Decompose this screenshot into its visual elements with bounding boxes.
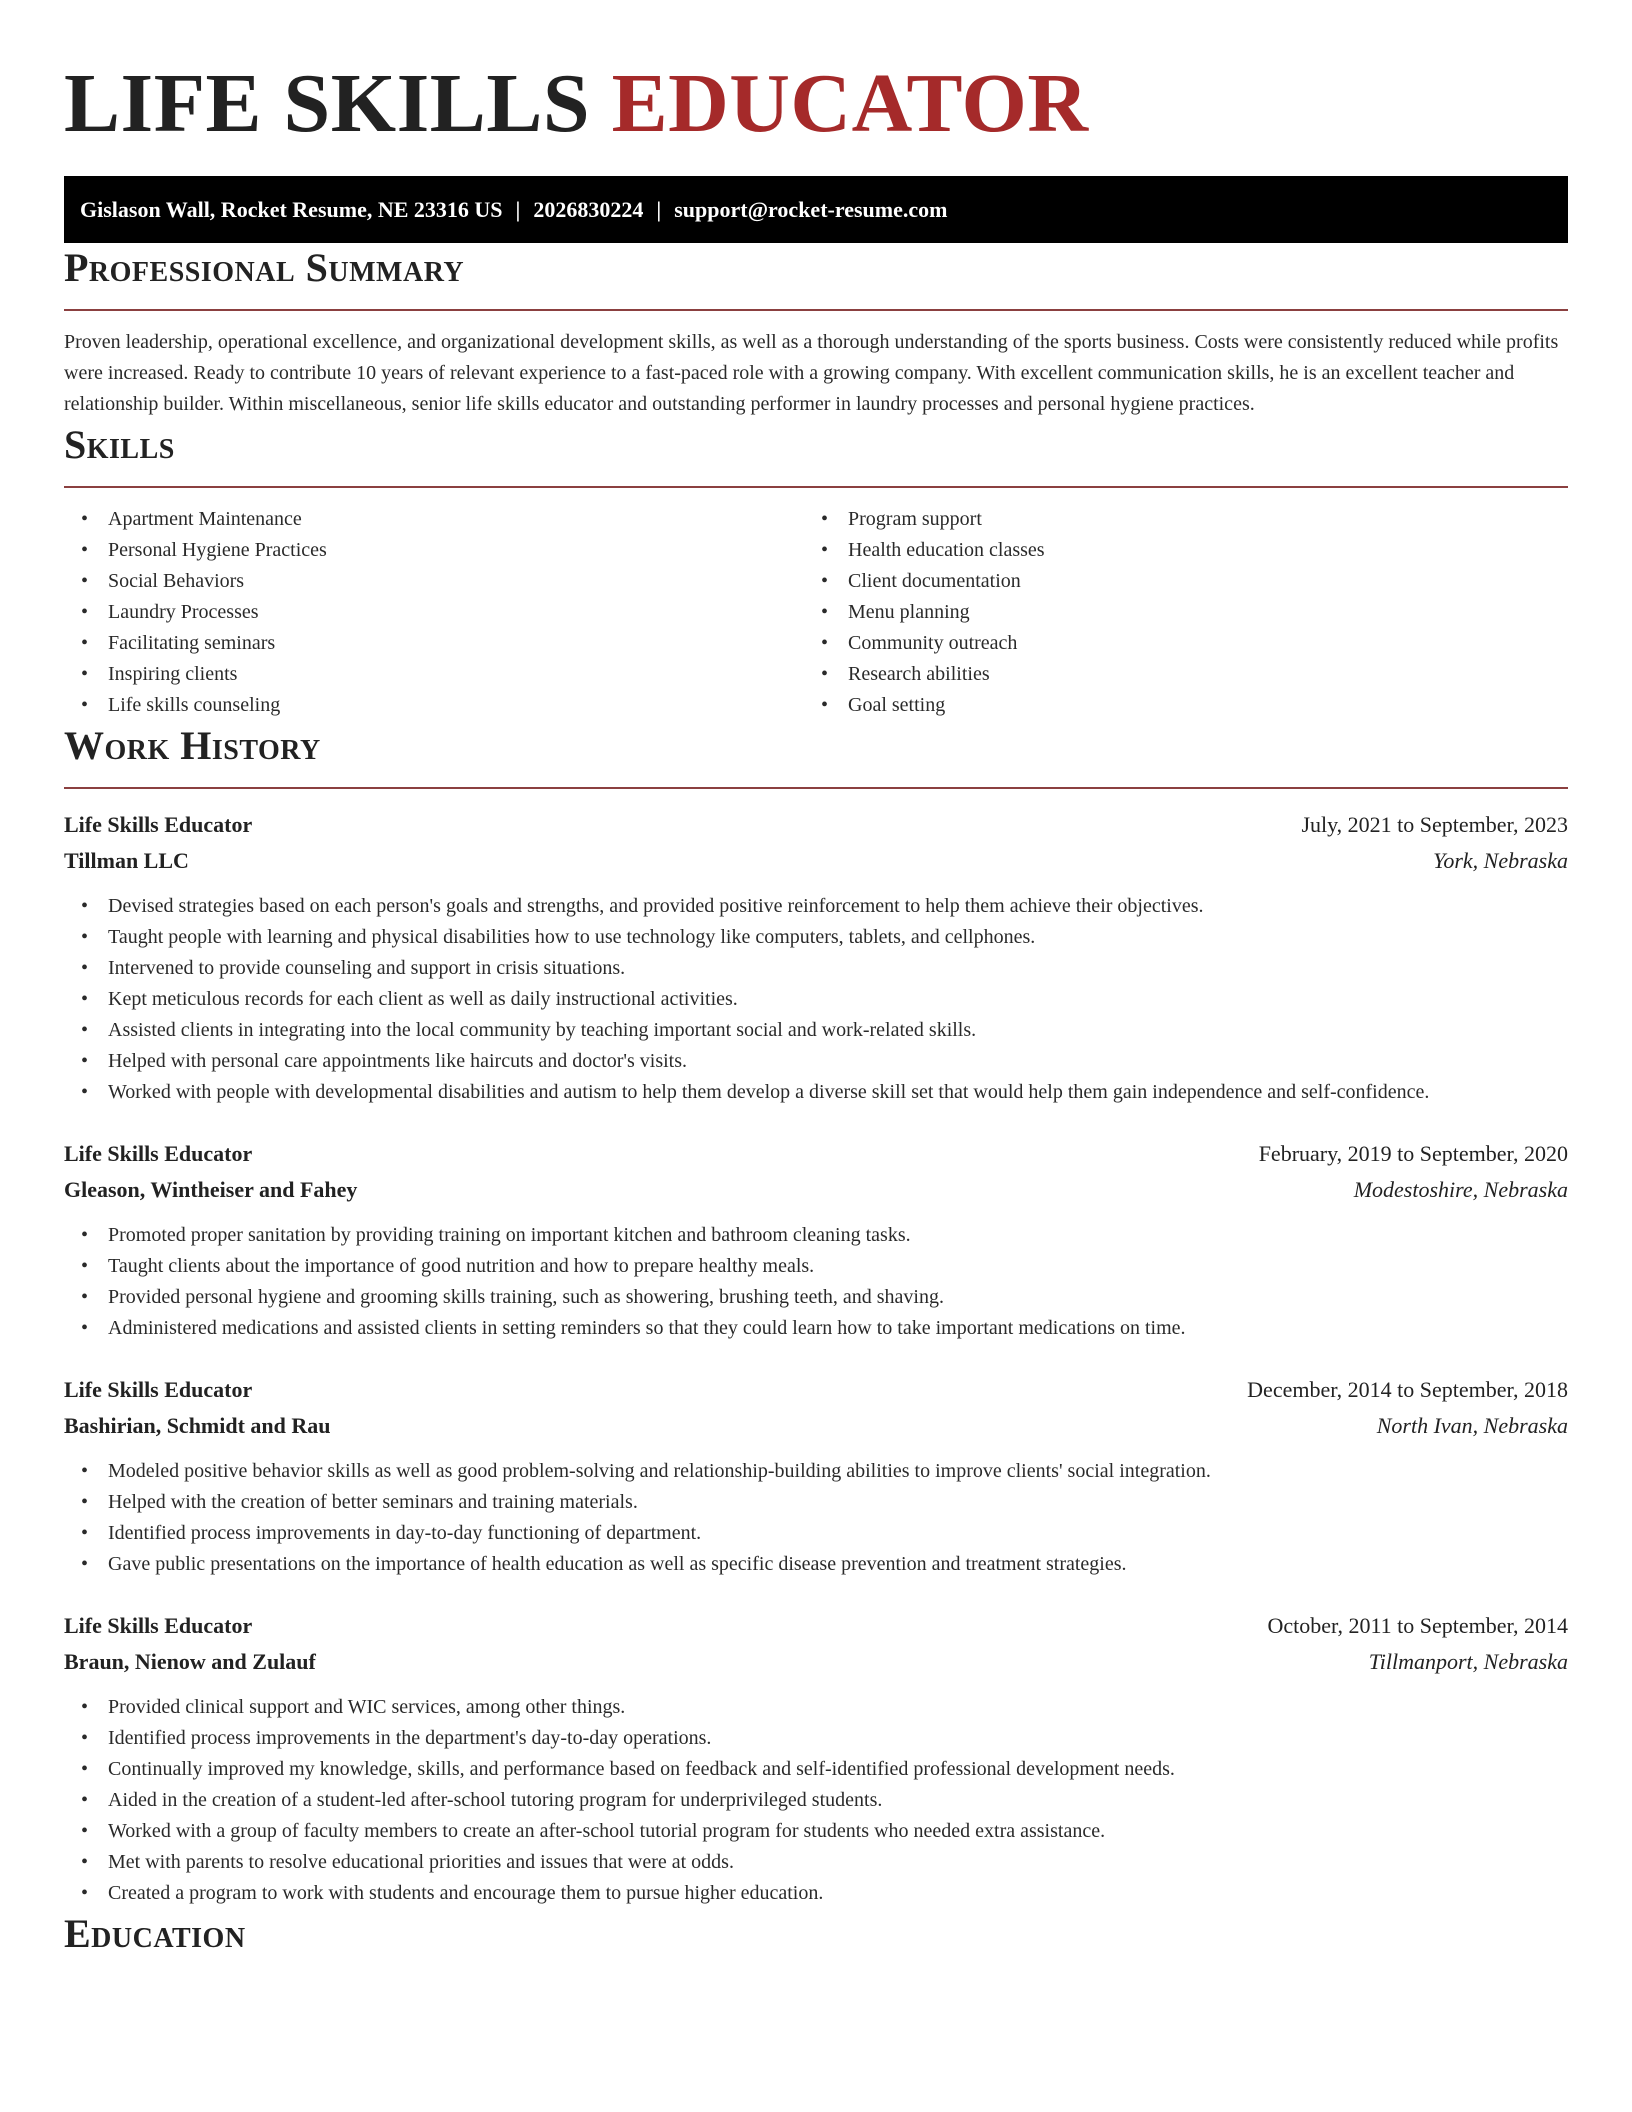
summary-text: Proven leadership, operational excellence, and organizational development skills, as well as a thorough understanding of the sports business. Costs were consistently reduced while profits were increased. Ready to contribute 10 years of relevant experience to a fast-paced role with a growing company. With excellent communication skills, he is an excellent teacher and relationship builder. Within miscellaneous, senior life skills educator and outstanding performer in laundry processes and personal hygiene practices. xyxy=(64,331,1559,415)
job-duties-list xyxy=(64,1220,1568,1344)
title-main: LIFE SKILLS xyxy=(64,57,591,150)
skill-item: • Facilitating seminars xyxy=(64,628,804,659)
job-company: Bashirian, Schmidt and Rau xyxy=(64,1413,331,1438)
skill-item: • Program support xyxy=(804,504,1544,535)
job-duty: • Promoted proper sanitation by providing training on important kitchen and bathroom cleaning tasks. xyxy=(64,1220,1568,1251)
skill-item: • Laundry Processes xyxy=(64,597,804,628)
job-duty: • Assisted clients in integrating into the local community by teaching important social and work-related skills. xyxy=(64,1015,1568,1046)
job-location: Tillmanport, Nebraska xyxy=(1368,1649,1568,1674)
job-duty: • Intervened to provide counseling and support in crisis situations. xyxy=(64,953,1568,984)
job-duty: • Taught people with learning and physical disabilities how to use technology like computers, tablets, and cellphones. xyxy=(64,922,1568,953)
skills-grid xyxy=(64,504,1568,721)
job-duty: • Taught clients about the importance of good nutrition and how to prepare healthy meals. xyxy=(64,1251,1568,1282)
skill-item: • Social Behaviors xyxy=(64,566,804,597)
job-duty: • Gave public presentations on the importance of health education as well as specific disease prevention and treatment strategies. xyxy=(64,1549,1568,1580)
skill-item: • Inspiring clients xyxy=(64,659,804,690)
skills-list-right xyxy=(804,504,1544,721)
job-company: Braun, Nienow and Zulauf xyxy=(64,1649,316,1674)
job-dates: February, 2019 to September, 2020 xyxy=(1258,1141,1568,1166)
job-title: Life Skills Educator xyxy=(64,1613,253,1638)
job-duty: • Identified process improvements in the department's day-to-day operations. xyxy=(64,1723,1568,1754)
skill-item: • Life skills counseling xyxy=(64,690,804,721)
job-location: York, Nebraska xyxy=(1433,848,1568,873)
job-company-row xyxy=(64,1408,1568,1444)
job-company-row xyxy=(64,1172,1568,1208)
job-title: Life Skills Educator xyxy=(64,812,253,837)
job-duty: • Modeled positive behavior skills as well as good problem-solving and relationship-building abilities to improve clients' social integration. xyxy=(64,1456,1568,1487)
job-duty: • Continually improved my knowledge, skills, and performance based on feedback and self-identified professional development needs. xyxy=(64,1754,1568,1785)
job-duty: • Devised strategies based on each person's goals and strengths, and provided positive reinforcement to help them achieve their objectives. xyxy=(64,891,1568,922)
contact-phone: 2026830224 xyxy=(533,197,644,222)
section-divider xyxy=(64,309,1568,311)
title-accent: EDUCATOR xyxy=(611,57,1089,150)
job-duty: • Helped with the creation of better seminars and training materials. xyxy=(64,1487,1568,1518)
job-duty: • Aided in the creation of a student-led after-school tutoring program for underprivileged students. xyxy=(64,1785,1568,1816)
education-heading: Education xyxy=(64,1911,246,1956)
job-duty: • Met with parents to resolve educational priorities and issues that were at odds. xyxy=(64,1847,1568,1878)
job-title: Life Skills Educator xyxy=(64,1377,253,1402)
skill-item: • Client documentation xyxy=(804,566,1544,597)
job-duty: • Identified process improvements in day-to-day functioning of department. xyxy=(64,1518,1568,1549)
contact-bar xyxy=(64,176,1568,243)
contact-email: support@rocket-resume.com xyxy=(674,197,948,222)
job-location: Modestoshire, Nebraska xyxy=(1353,1177,1568,1202)
job-entry xyxy=(64,1372,1568,1580)
job-title: Life Skills Educator xyxy=(64,1141,253,1166)
contact-address: Gislason Wall, Rocket Resume, NE 23316 US xyxy=(80,197,503,222)
skills-section xyxy=(64,420,1568,721)
job-header-row xyxy=(64,1372,1568,1408)
job-header-row xyxy=(64,807,1568,843)
job-duty: • Provided personal hygiene and grooming skills training, such as showering, brushing teeth, and shaving. xyxy=(64,1282,1568,1313)
job-company-row xyxy=(64,1644,1568,1680)
job-company: Gleason, Wintheiser and Fahey xyxy=(64,1177,358,1202)
section-divider xyxy=(64,486,1568,488)
skill-item: • Community outreach xyxy=(804,628,1544,659)
skill-item: • Apartment Maintenance xyxy=(64,504,804,535)
summary-section xyxy=(64,243,1568,420)
job-duties-list xyxy=(64,891,1568,1108)
job-duty: • Created a program to work with students and encourage them to pursue higher education. xyxy=(64,1878,1568,1909)
work-history-section xyxy=(64,721,1568,1909)
job-duty: • Provided clinical support and WIC services, among other things. xyxy=(64,1692,1568,1723)
job-duty: • Worked with people with developmental disabilities and autism to help them develop a diverse skill set that would help them gain independence and self-confidence. xyxy=(64,1077,1568,1108)
job-entry xyxy=(64,807,1568,1108)
skill-item: • Research abilities xyxy=(804,659,1544,690)
job-dates: December, 2014 to September, 2018 xyxy=(1247,1377,1568,1402)
skills-list-left xyxy=(64,504,804,721)
job-duty: • Administered medications and assisted clients in setting reminders so that they could learn how to take important medications on time. xyxy=(64,1313,1568,1344)
job-duties-list xyxy=(64,1692,1568,1909)
job-company-row xyxy=(64,843,1568,879)
work-history-heading: Work History xyxy=(64,723,321,768)
skill-item: • Personal Hygiene Practices xyxy=(64,535,804,566)
skill-item: • Goal setting xyxy=(804,690,1544,721)
resume-page xyxy=(64,0,1568,1959)
job-duty: • Kept meticulous records for each client as well as daily instructional activities. xyxy=(64,984,1568,1015)
skill-item: • Menu planning xyxy=(804,597,1544,628)
page-title xyxy=(64,0,1568,170)
job-company: Tillman LLC xyxy=(64,848,189,873)
job-location: North Ivan, Nebraska xyxy=(1376,1413,1568,1438)
job-header-row xyxy=(64,1608,1568,1644)
job-dates: October, 2011 to September, 2014 xyxy=(1267,1613,1568,1638)
job-entry xyxy=(64,1608,1568,1909)
skills-heading: Skills xyxy=(64,422,175,467)
education-section xyxy=(64,1909,1568,1959)
job-duty: • Helped with personal care appointments like haircuts and doctor's visits. xyxy=(64,1046,1568,1077)
summary-heading: Professional Summary xyxy=(64,245,465,290)
job-duties-list xyxy=(64,1456,1568,1580)
skill-item: • Health education classes xyxy=(804,535,1544,566)
job-duty: • Worked with a group of faculty members to create an after-school tutorial program for students who needed extra assistance. xyxy=(64,1816,1568,1847)
contact-separator: | xyxy=(515,197,521,222)
contact-separator: | xyxy=(656,197,662,222)
section-divider xyxy=(64,787,1568,789)
job-entry xyxy=(64,1136,1568,1344)
job-header-row xyxy=(64,1136,1568,1172)
job-dates: July, 2021 to September, 2023 xyxy=(1301,812,1568,837)
